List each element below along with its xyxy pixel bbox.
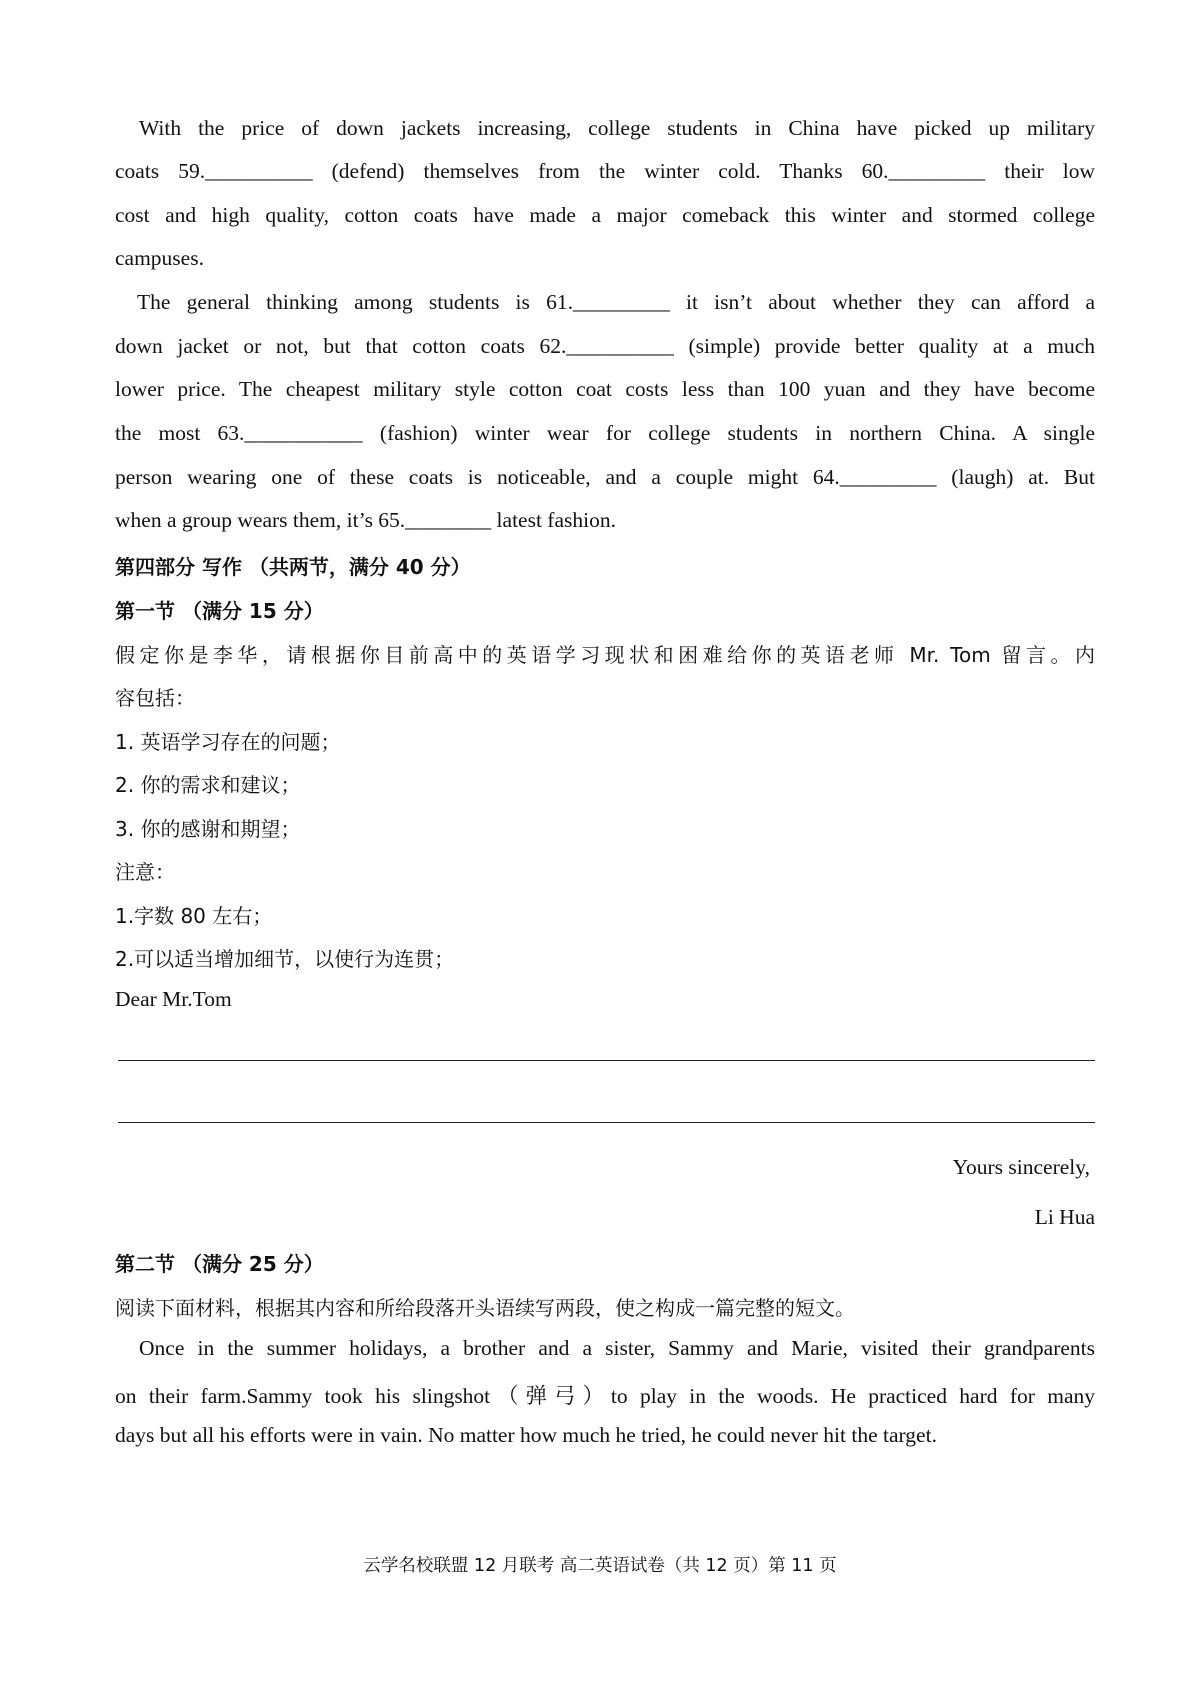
notice-label: 注意： <box>115 860 175 884</box>
notice-item-1: 1.字数 80 左右； <box>115 904 273 928</box>
writing-prompt-line1: 假定你是李华，请根据你目前高中的英语学习现状和困难给你的英语老师 Mr. Tom 留言。内 <box>115 643 1095 667</box>
passage-p1-line1: With the price of down jackets increasing, college students in China have picked up military <box>139 116 1095 140</box>
passage-p2-line1: The general thinking among students is 61._________ it isn’t about whether they can afford a <box>137 290 1095 314</box>
section2-prompt: 阅读下面材料，根据其内容和所给段落开头语续写两段，使之构成一篇完整的短文。 <box>115 1296 855 1320</box>
answer-line-1 <box>118 1060 1095 1061</box>
requirement-item-3: 3. 你的感谢和期望； <box>115 817 301 841</box>
story-line1: Once in the summer holidays, a brother and a sister, Sammy and Marie, visited their grandparents <box>139 1336 1095 1360</box>
writing-prompt-line2: 容包括： <box>115 686 195 710</box>
passage-p2-line6: when a group wears them, it’s 65.________ latest fashion. <box>115 508 616 532</box>
passage-p1-line2: coats 59.__________ (defend) themselves from the winter cold. Thanks 60._________ their low <box>115 159 1095 183</box>
requirement-item-2: 2. 你的需求和建议； <box>115 773 301 797</box>
answer-line-2 <box>118 1122 1095 1123</box>
passage-p2-line2: down jacket or not, but that cotton coats 62.__________ (simple) provide better quality at a much <box>115 334 1095 358</box>
passage-p1-line4: campuses. <box>115 246 204 270</box>
story-line2: on their farm.Sammy took his slingshot（弹弓）to play in the woods. He practiced hard for many <box>115 1384 1095 1408</box>
letter-salutation: Dear Mr.Tom <box>115 987 232 1011</box>
letter-closing: Yours sincerely, <box>952 1155 1090 1179</box>
passage-p2-line3: lower price. The cheapest military style cotton coat costs less than 100 yuan and they have become <box>115 377 1095 401</box>
story-line3: days but all his efforts were in vain. No matter how much he tried, he could never hit the target. <box>115 1423 937 1447</box>
notice-item-2: 2.可以适当增加细节，以使行为连贯； <box>115 947 455 971</box>
page-footer: 云学名校联盟 12 月联考 高二英语试卷（共 12 页）第 11 页 <box>363 1556 837 1576</box>
section1-heading: 第一节 （满分 15 分） <box>115 599 324 623</box>
passage-p2-line4: the most 63.___________ (fashion) winter wear for college students in northern China. A single <box>115 421 1095 445</box>
requirement-item-1: 1. 英语学习存在的问题； <box>115 730 341 754</box>
passage-p1-line3: cost and high quality, cotton coats have made a major comeback this winter and stormed college <box>115 203 1095 227</box>
letter-signature: Li Hua <box>1034 1205 1095 1229</box>
part4-heading: 第四部分 写作 （共两节，满分 40 分） <box>115 555 471 579</box>
passage-p2-line5: person wearing one of these coats is noticeable, and a couple might 64._________ (laugh) at. But <box>115 465 1095 489</box>
section2-heading: 第二节 （满分 25 分） <box>115 1252 324 1276</box>
